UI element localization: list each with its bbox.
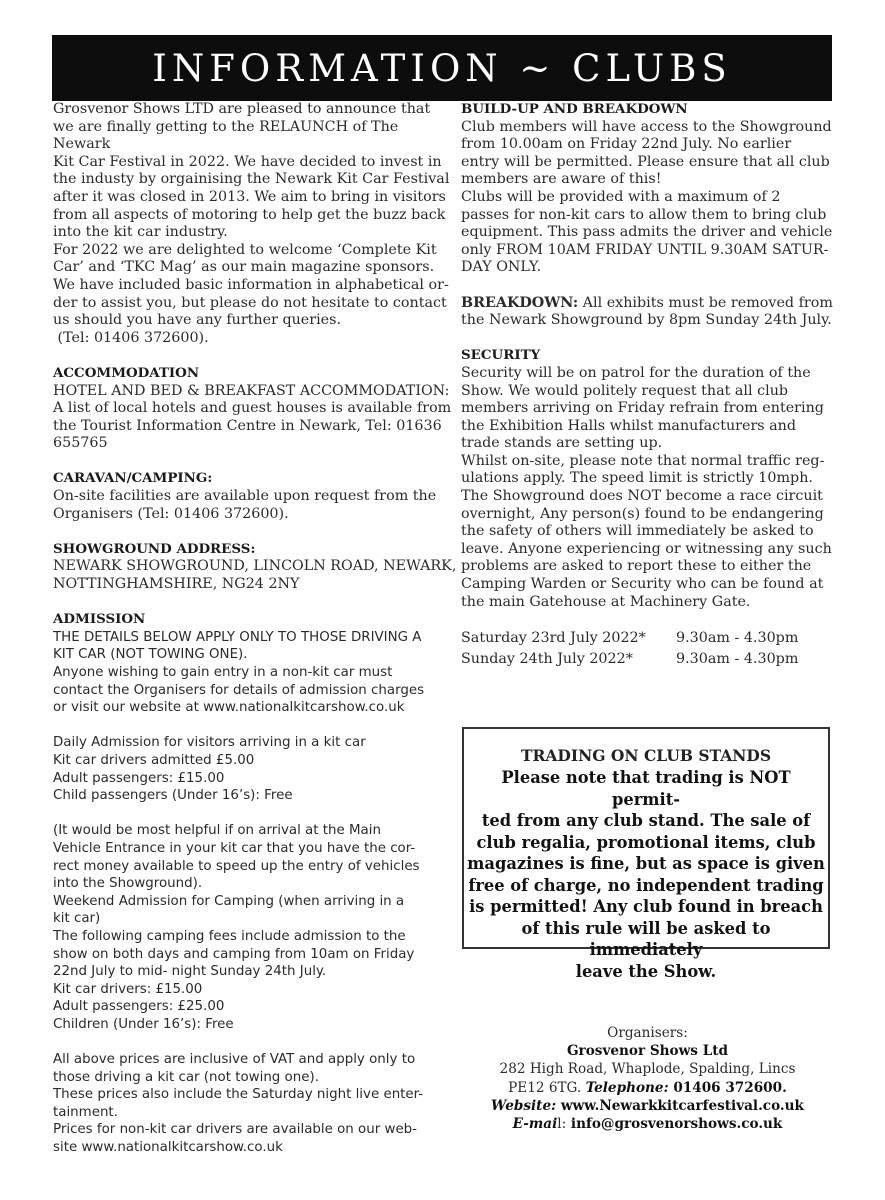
buildup-section (461, 101, 836, 277)
section-heading: SECURITY (461, 347, 541, 364)
organisers-website-line (470, 1097, 825, 1115)
text-line: The following camping fees include admission to the (53, 928, 406, 944)
text-line: overnight, Any person(s) found to be endangering (461, 505, 824, 522)
text-line: 22nd July to mid- night Sunday 24th July. (53, 964, 327, 980)
email-link[interactable]: info@grosvenorshows.co.uk (566, 1116, 783, 1133)
text-line: NOTTINGHAMSHIRE, NG24 2NY (53, 576, 300, 593)
text-line: the industy by orgainising the Newark Kit Car Festival (53, 171, 450, 188)
text-line: Camping Warden or Security who can be found at (461, 576, 824, 593)
opening-times (461, 628, 836, 670)
text-line: members are aware of this! (461, 171, 662, 188)
text-line: into the kit car industry. (53, 224, 228, 241)
text-line: leave the Show. (575, 961, 717, 981)
telephone-label: Telephone: (585, 1079, 669, 1096)
text-line: members arriving on Friday refrain from entering (461, 400, 824, 417)
text-line: A list of local hotels and guest houses is available from (53, 400, 452, 417)
text-line: the Tourist Information Centre in Newark, Tel: 01636 (53, 417, 442, 434)
organisers-email-line (470, 1115, 825, 1133)
text-line: the safety of others will immediately be asked to (461, 523, 814, 540)
text-line: into the Showground). (53, 876, 203, 892)
text-line: Show. We would politely request that all club (461, 382, 789, 399)
text-line: The Showground does NOT become a race circuit (461, 488, 823, 505)
text-line: (Tel: 01406 372600). (53, 329, 209, 346)
text-line: Clubs will be provided with a maximum of 2 (461, 188, 781, 205)
caravan-section (53, 470, 458, 523)
text-line: Club members will have access to the Showground (461, 118, 832, 135)
text-line: Prices for non-kit car drivers are available on our web- (53, 1122, 418, 1138)
organisers-contact-line (470, 1079, 825, 1097)
text-line: Security will be on patrol for the duration of the (461, 364, 811, 381)
right-column (461, 101, 836, 670)
text-line: Adult passengers: £15.00 (53, 770, 225, 786)
text-line: free of charge, no independent trading (468, 875, 824, 895)
text-line: Weekend Admission for Camping (when arriving in a (53, 893, 405, 909)
section-heading: ACCOMMODATION (53, 364, 200, 381)
text-line: we are finally getting to the RELAUNCH of The Newark (53, 118, 399, 153)
text-line: passes for non-kit cars to allow them to bring club (461, 206, 827, 223)
text-line: after it was closed in 2013. We aim to bring in visitors (53, 188, 446, 205)
text-line: Kit Car Festival in 2022. We have decided to invest in (53, 153, 442, 170)
text-line: For 2022 we are delighted to welcome ‘Complete Kit (53, 241, 437, 258)
text-line: equipment. This pass admits the driver and vehicle (461, 224, 833, 241)
section-heading: SHOWGROUND ADDRESS: (53, 540, 256, 557)
text-line: from all aspects of motoring to help get the buzz back (53, 206, 446, 223)
text-line: Vehicle Entrance in your kit car that you have the cor- (53, 840, 416, 856)
times-day: Saturday 23rd July 2022* (461, 630, 646, 647)
left-column (53, 101, 458, 1157)
text-line: only FROM 10AM FRIDAY UNTIL 9.30AM SATUR- (461, 241, 829, 258)
admission-section (53, 611, 458, 1156)
text-line: ted from any club stand. The sale of (481, 811, 811, 830)
text-line: leave. Anyone experiencing or witnessing any such (461, 540, 832, 557)
text-line: site www.nationalkitcarshow.co.uk (53, 1140, 283, 1156)
text-line: Please note that trading is NOT permit- (501, 768, 791, 809)
text-line: entry will be permitted. Please ensure that all club (461, 153, 830, 170)
text-line: THE DETAILS BELOW APPLY ONLY TO THOSE DRIVING A (53, 629, 422, 645)
security-section (461, 347, 836, 611)
organisers-postcode: PE12 6TG. (508, 1079, 586, 1096)
text-line: those driving a kit car (not towing one). (53, 1069, 319, 1085)
text-line: We have included basic information in alphabetical or- (53, 276, 449, 293)
text-line: All above prices are inclusive of VAT and apply only to (53, 1052, 416, 1068)
text-line: Car’ and ‘TKC Mag’ as our main magazine sponsors. (53, 259, 435, 276)
organisers-label: Organisers: (607, 1025, 688, 1041)
text-line: Kit car drivers admitted £5.00 (53, 752, 255, 768)
page-title: INFORMATION ~ CLUBS (152, 46, 732, 90)
text-line: tainment. (53, 1104, 118, 1120)
text-line: NEWARK SHOWGROUND, LINCOLN ROAD, NEWARK, (53, 558, 457, 575)
text-line: the Exhibition Halls whilst manufacturers and (461, 417, 797, 434)
trading-body (464, 767, 828, 982)
text-line: contact the Organisers for details of admission charges (53, 682, 425, 698)
text-line: HOTEL AND BED & BREAKFAST ACCOMMODATION: (53, 382, 450, 399)
text-line: KIT CAR (NOT TOWING ONE). (53, 647, 248, 663)
trading-notice-box (462, 727, 830, 981)
text-line: problems are asked to report these to either the (461, 558, 812, 575)
address-section (53, 541, 458, 594)
trading-title: TRADING ON CLUB STANDS (520, 746, 772, 765)
organisers-name: Grosvenor Shows Ltd (566, 1043, 729, 1060)
text-line: show on both days and camping from 10am on Friday (53, 946, 415, 962)
text-line: Children (Under 16’s): Free (53, 1016, 234, 1032)
section-heading: ADMISSION (53, 611, 146, 628)
text-line: Child passengers (Under 16’s): Free (53, 788, 293, 804)
organisers-block (470, 1024, 825, 1133)
email-label: E-mai (512, 1116, 558, 1133)
text-line: is permitted! Any club found in breach (469, 897, 823, 916)
text-line: or visit our website at www.nationalkitcarshow.co.uk (53, 700, 405, 716)
text-line: kit car) (53, 911, 101, 927)
text-line: 655765 (53, 435, 108, 452)
section-heading: CARAVAN/CAMPING: (53, 470, 213, 487)
organisers-address: 282 High Road, Whaplode, Spalding, Lincs (499, 1061, 796, 1078)
text-line: DAY ONLY. (461, 259, 542, 276)
text-line (461, 295, 836, 313)
times-hours: 9.30am - 4.30pm (676, 630, 799, 647)
text-line: These prices also include the Saturday night live enter- (53, 1087, 424, 1103)
website-link[interactable]: www.Newarkkitcarfestival.co.uk (556, 1097, 804, 1114)
text-line: Adult passengers: £25.00 (53, 999, 225, 1015)
times-day: Sunday 24th July 2022* (461, 651, 633, 668)
breakdown-label: BREAKDOWN: (461, 294, 579, 311)
text-line: Organisers (Tel: 01406 372600). (53, 505, 289, 522)
text-line: magazines is fine, but as space is given (467, 854, 825, 873)
times-hours: 9.30am - 4.30pm (676, 651, 799, 668)
page-title-banner (52, 35, 832, 101)
text-line: club regalia, promotional items, club (476, 832, 816, 852)
breakdown-text: All exhibits must be removed from (578, 294, 833, 311)
text-line: from 10.00am on Friday 22nd July. No earlier (461, 136, 792, 153)
text-line: us should you have any further queries. (53, 312, 342, 329)
breakdown-section (461, 295, 836, 330)
accommodation-section (53, 365, 458, 453)
website-label: Website: (491, 1097, 557, 1114)
text-line: rect money available to speed up the entry of vehicles (53, 858, 420, 874)
text-line: der to assist you, but please do not hesitate to contact (53, 294, 447, 311)
telephone-number: 01406 372600. (668, 1079, 787, 1096)
text-line: Anyone wishing to gain entry in a non-kit car must (53, 665, 393, 680)
text-line: ulations apply. The speed limit is strictly 10mph. (461, 470, 813, 487)
section-heading: BUILD-UP AND BREAKDOWN (461, 101, 688, 117)
text-line: (It would be most helpful if on arrival at the Main (53, 823, 381, 839)
text-line: of this rule will be asked to immediately (521, 918, 771, 959)
text-line: the main Gatehouse at Machinery Gate. (461, 593, 751, 610)
text-line: On-site facilities are available upon request from the (53, 488, 437, 505)
text-line: Kit car drivers: £15.00 (53, 981, 203, 997)
text-line: trade stands are setting up. (461, 435, 663, 452)
email-label-suffix: l: (557, 1116, 567, 1133)
text-line: Whilst on-site, please note that normal traffic reg- (461, 452, 825, 469)
intro-text (53, 101, 458, 347)
text-line: Grosvenor Shows LTD are pleased to announce that (53, 101, 431, 117)
text-line: the Newark Showground by 8pm Sunday 24th July. (461, 312, 832, 329)
text-line: Daily Admission for visitors arriving in a kit car (53, 735, 366, 751)
